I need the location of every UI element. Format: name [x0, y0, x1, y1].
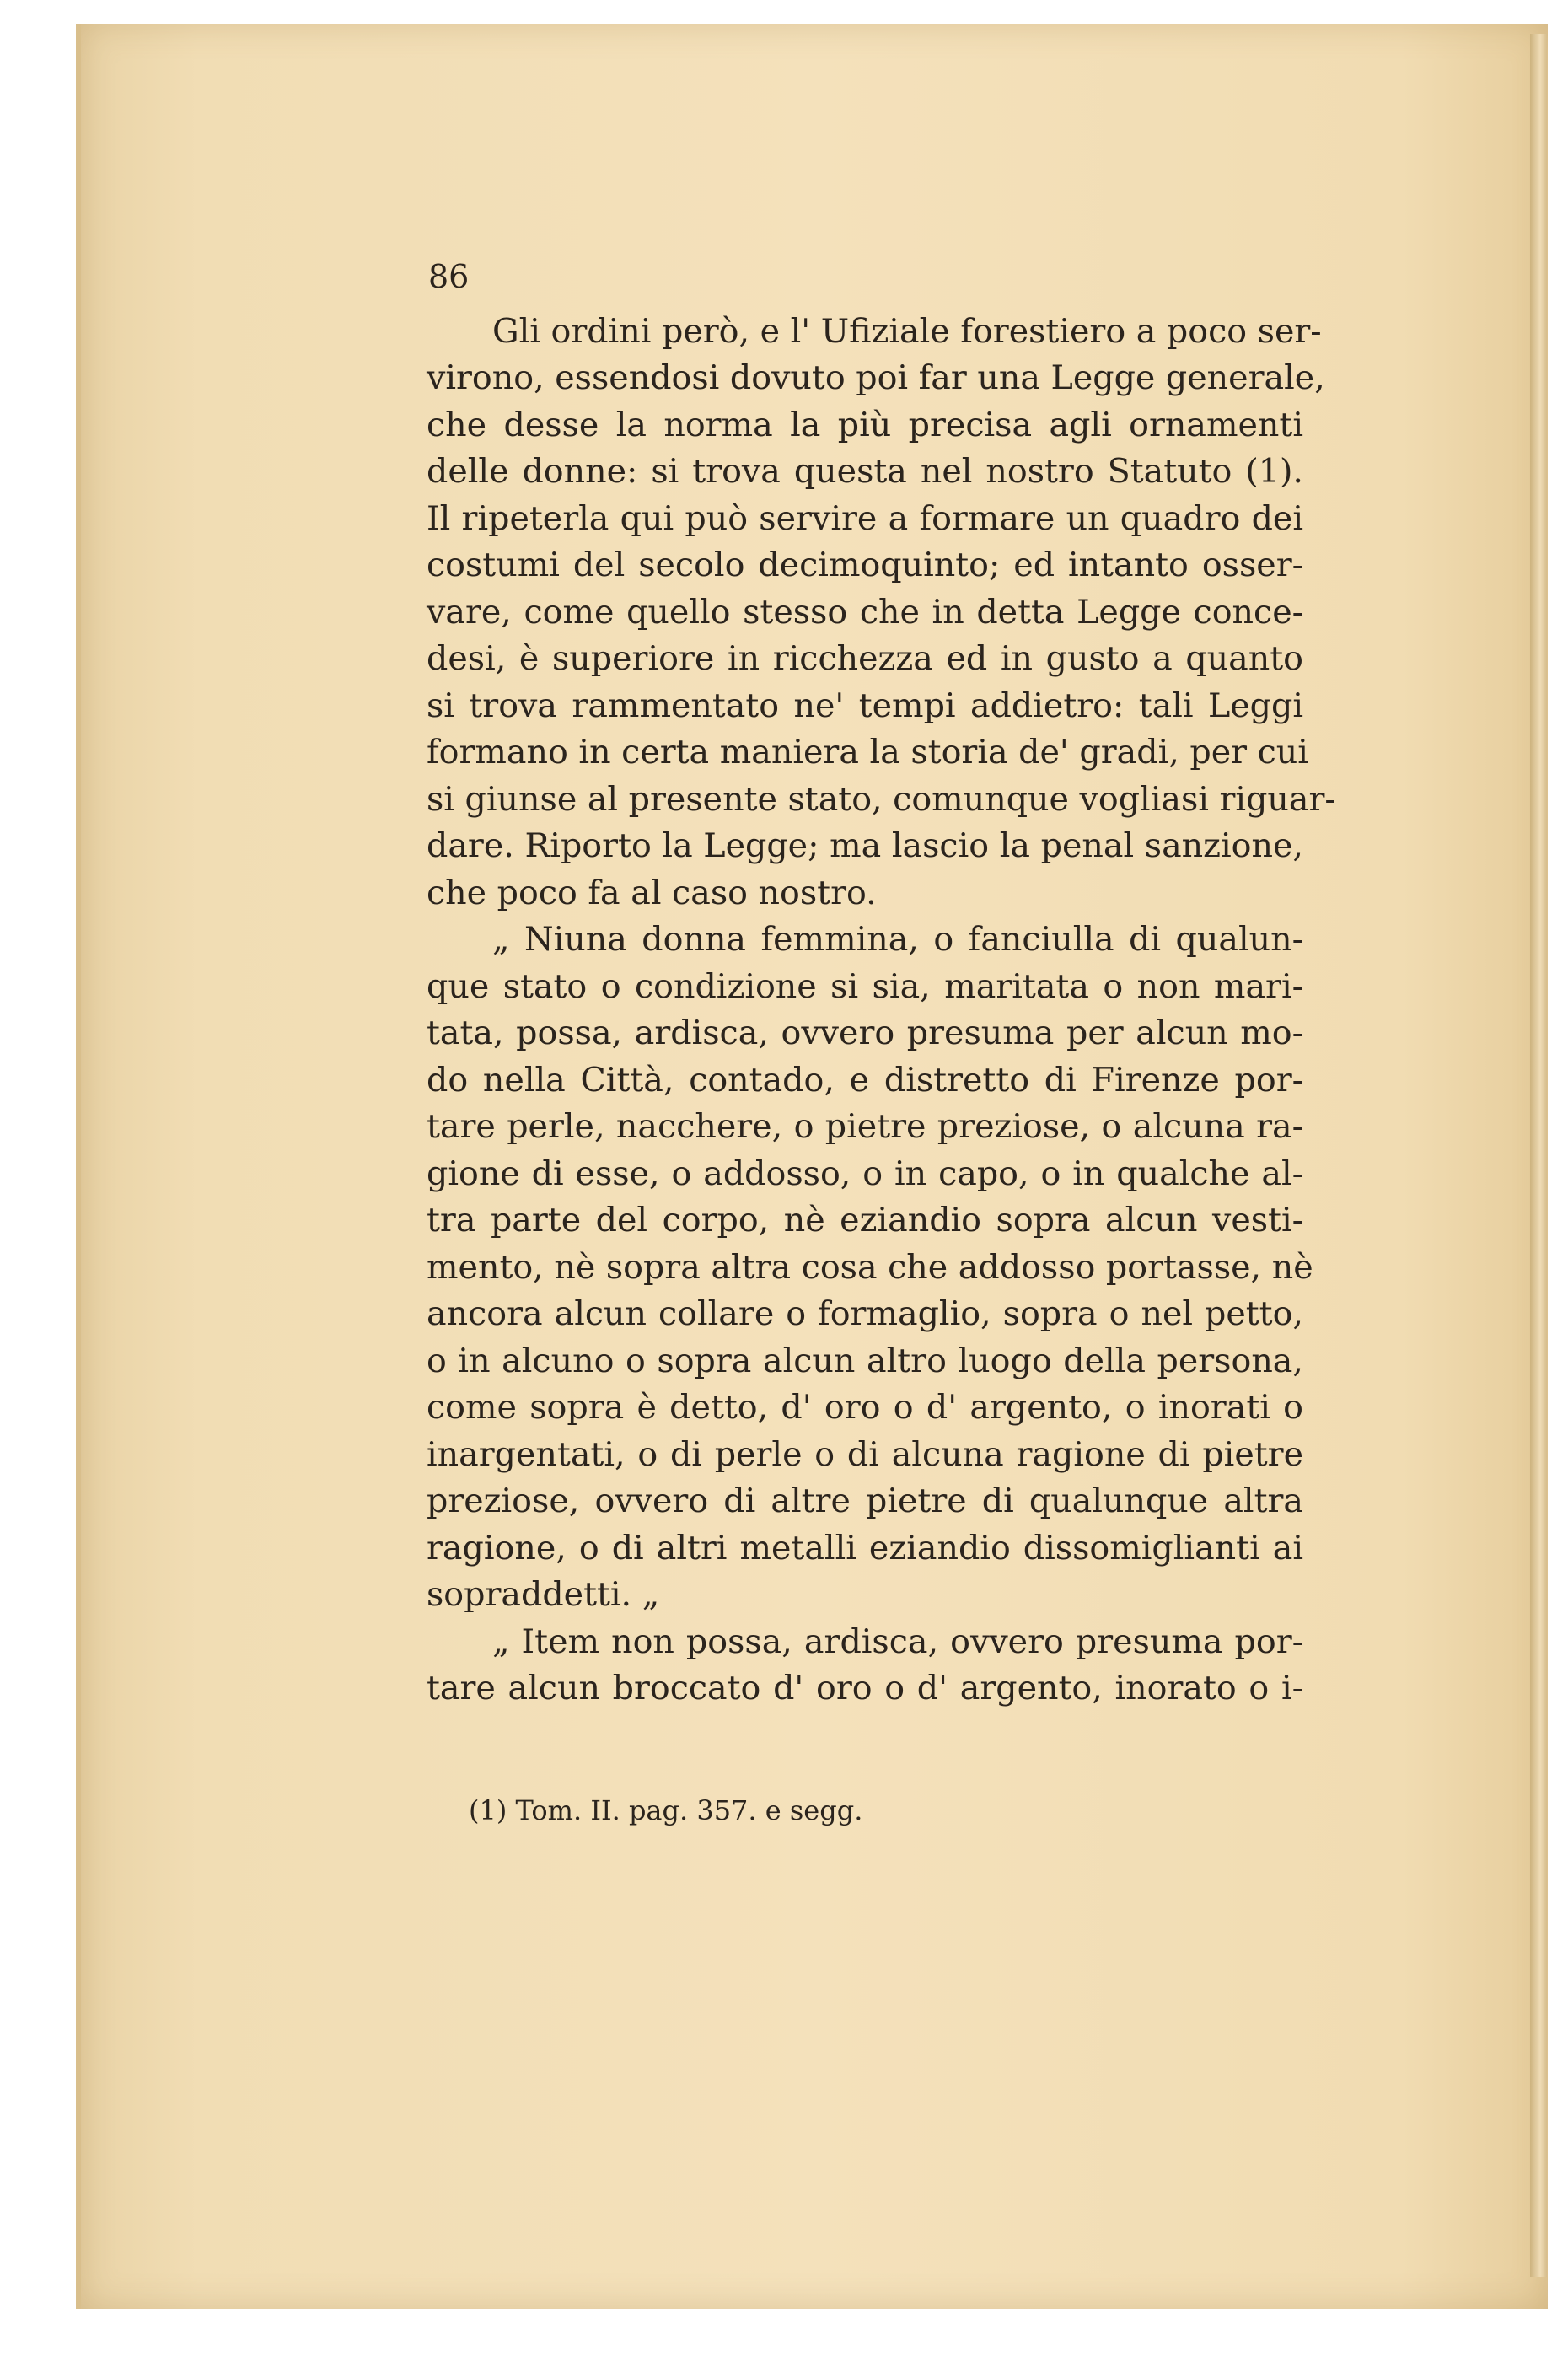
text-line: dare. Riporto la Legge; ma lascio la penal sanzione, [427, 826, 1303, 865]
text-line: tare perle, nacchere, o pietre preziose, o alcuna ra- [427, 1107, 1303, 1146]
text-line: costumi del secolo decimoquinto; ed intanto osser- [427, 546, 1303, 584]
text-line: Il ripeterla qui può servire a formare un quadro dei [427, 498, 1303, 538]
text-line: o in alcuno o sopra alcun altro luogo della persona, [427, 1341, 1303, 1380]
page-fold [1530, 34, 1547, 2277]
text-line: virono, essendosi dovuto poi far una Legge generale, [427, 358, 1325, 397]
text-line: ragione, o di altri metalli eziandio dissomiglianti ai [427, 1528, 1303, 1568]
text-line: Gli ordini però, e l' Ufiziale forestiero a poco ser- [492, 311, 1322, 351]
text-line: delle donne: si trova questa nel nostro Statuto (1). [427, 452, 1303, 491]
text-line: tata, possa, ardisca, ovvero presuma per alcun mo- [427, 1014, 1303, 1052]
text-line: gione di esse, o addosso, o in capo, o in qualche al- [427, 1154, 1303, 1193]
text-line: si trova rammentato ne' tempi addietro: tali Leggi [427, 686, 1303, 725]
text-line: tare alcun broccato d' oro o d' argento, inorato o i- [427, 1669, 1303, 1708]
text-line: que stato o condizione si sia, maritata o non mari- [427, 966, 1303, 1006]
text-line: si giunse al presente stato, comunque vogliasi riguar- [427, 779, 1336, 819]
text-line: tra parte del corpo, nè eziandio sopra alcun vesti- [427, 1201, 1303, 1240]
text-line: formano in certa maniera la storia de' gradi, per cui [427, 733, 1308, 772]
page-number-spacer [427, 261, 1303, 309]
page-number: 86 [428, 258, 470, 295]
paragraph-1 [427, 309, 1336, 917]
text-line: mento, nè sopra altra cosa che addosso portasse, nè [427, 1247, 1313, 1287]
footnote: (1) Tom. II. pag. 357. e segg. [469, 1794, 863, 1826]
text-line: ancora alcun collare o formaglio, sopra o nel petto, [427, 1294, 1303, 1333]
text-line: vare, come quello stesso che in detta Legge conce- [427, 592, 1303, 632]
text-line: che poco fa al caso nostro. [427, 873, 877, 912]
text-line: „ Item non possa, ardisca, ovvero presuma por- [492, 1622, 1303, 1661]
text-line: desi, è superiore in ricchezza ed in gusto a quanto [427, 639, 1303, 678]
body-text [427, 261, 1336, 1713]
paragraph-3 [427, 1619, 1303, 1713]
text-line: preziose, ovvero di altre pietre di qualunque altra [427, 1482, 1303, 1520]
text-line: do nella Città, contado, e distretto di Firenze por- [427, 1060, 1303, 1100]
paragraph-2 [427, 917, 1313, 1619]
text-line: inargentati, o di perle o di alcuna ragione di pietre [427, 1434, 1303, 1474]
text-line: „ Niuna donna femmina, o fanciulla di qualun- [492, 920, 1303, 959]
text-line: come sopra è detto, d' oro o d' argento, o inorati o [427, 1388, 1303, 1427]
text-line: che desse la norma la più precisa agli ornamenti [427, 405, 1303, 444]
text-line: sopraddetti. „ [427, 1575, 660, 1614]
